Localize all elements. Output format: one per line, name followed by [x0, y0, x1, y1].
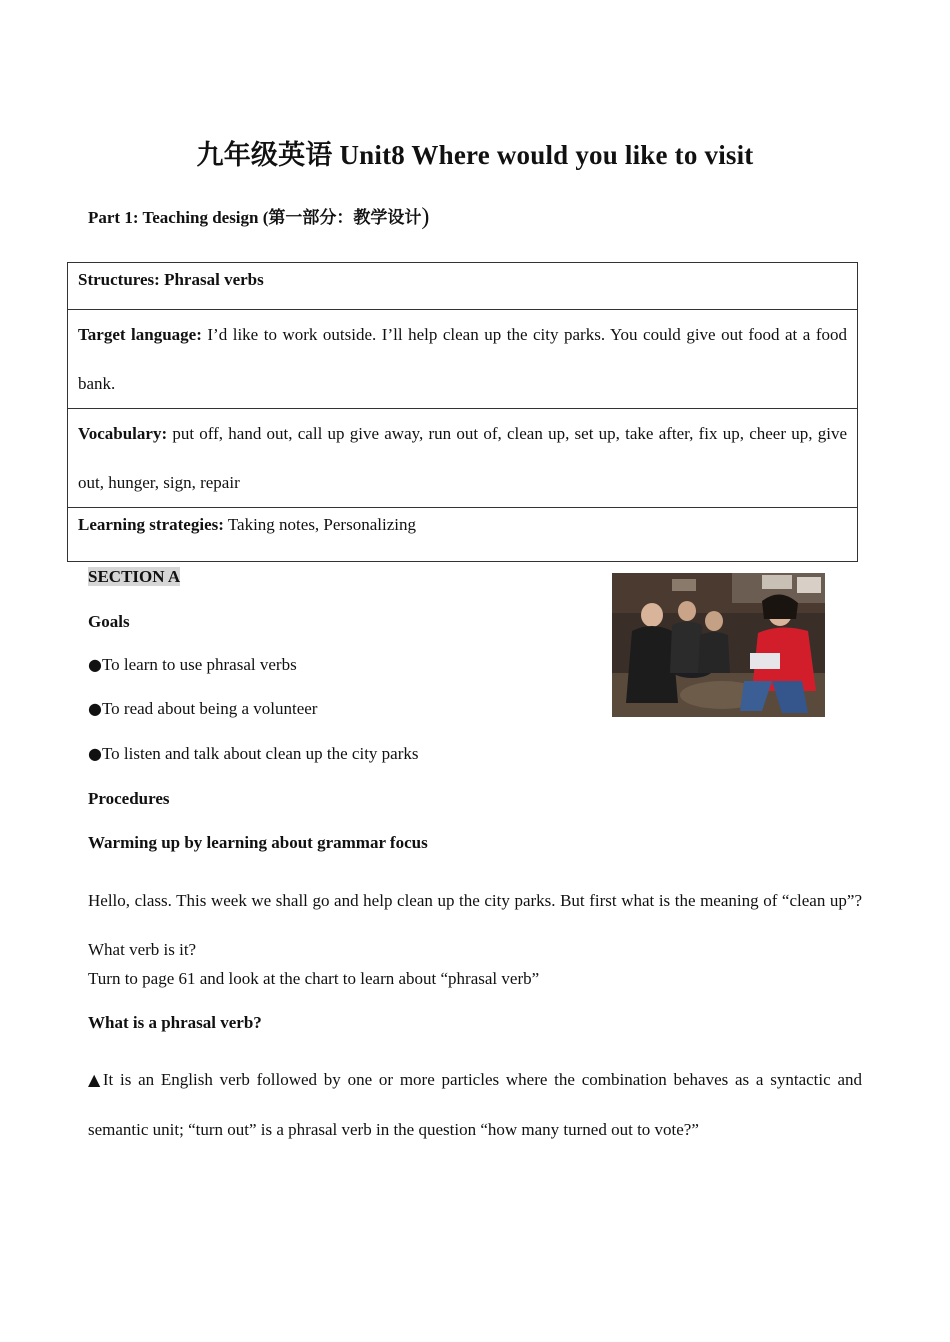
bullet-icon: ●: [88, 744, 102, 763]
goal-item-3: [88, 744, 419, 764]
table-row: [68, 409, 858, 508]
target-language-cell: [68, 310, 858, 409]
document-title: 九年级英语 Unit8 Where would you like to visit: [196, 140, 754, 170]
goal-item-text: To read about being a volunteer: [101, 699, 318, 718]
section-a-heading-text: SECTION A: [88, 567, 181, 586]
goal-item-1: [88, 655, 297, 675]
part-heading: [88, 203, 429, 230]
learning-strategies-cell: [68, 508, 858, 562]
target-language-label: Target language:: [78, 325, 202, 344]
structures-cell: [68, 263, 858, 310]
procedures-heading: Procedures: [88, 789, 170, 808]
volunteer-photo-illustration: [612, 573, 825, 717]
bullet-icon: ●: [88, 699, 102, 718]
structures-value: Phrasal verbs: [159, 270, 264, 289]
part-heading-close-paren: ): [421, 204, 430, 230]
definition-paragraph: [88, 1055, 862, 1155]
learning-strategies-label: Learning strategies:: [78, 515, 224, 534]
phrasal-verb-question: What is a phrasal verb?: [88, 1013, 262, 1032]
definition-text: It is an English verb followed by one or more particles where the combination behaves as a syntactic and semantic unit; “turn out” is a phrasal verb in the question “how many turned out to vote?”: [88, 1070, 862, 1139]
turn-to-page-line: Turn to page 61 and look at the chart to learn about “phrasal verb”: [88, 969, 540, 988]
target-language-value: I’d like to work outside. I’ll help clean up the city parks. You could give out food at a food bank.: [78, 325, 848, 393]
vocabulary-cell: [68, 409, 858, 508]
goal-item-2: [88, 699, 317, 719]
goals-heading: Goals: [88, 612, 130, 631]
goal-item-text: To listen and talk about clean up the city parks: [101, 744, 419, 763]
table-row: [68, 310, 858, 409]
table-row: [68, 508, 858, 562]
goal-item-text: To learn to use phrasal verbs: [101, 655, 297, 674]
learning-strategies-value: Taking notes, Personalizing: [223, 515, 416, 534]
part-heading-text: Part 1: Teaching design (第一部分：教学设计: [88, 208, 422, 227]
vocabulary-value: put off, hand out, call up give away, run out of, clean up, set up, take after, fix up, cheer up, give out, hunger, sign, repair: [78, 424, 847, 492]
overview-table: [67, 262, 858, 562]
vocabulary-label: Vocabulary:: [78, 424, 168, 443]
table-row: [68, 263, 858, 310]
section-a-heading: [88, 567, 180, 587]
warming-up-heading: Warming up by learning about grammar focus: [88, 833, 428, 852]
triangle-icon: ▲: [88, 1070, 103, 1089]
intro-paragraph: Hello, class. This week we shall go and help clean up the city parks. But first what is the meaning of “clean up”? What verb is it?: [88, 891, 862, 959]
structures-label: Structures:: [78, 270, 160, 289]
bullet-icon: ●: [88, 655, 102, 674]
volunteer-photo: [612, 573, 825, 717]
